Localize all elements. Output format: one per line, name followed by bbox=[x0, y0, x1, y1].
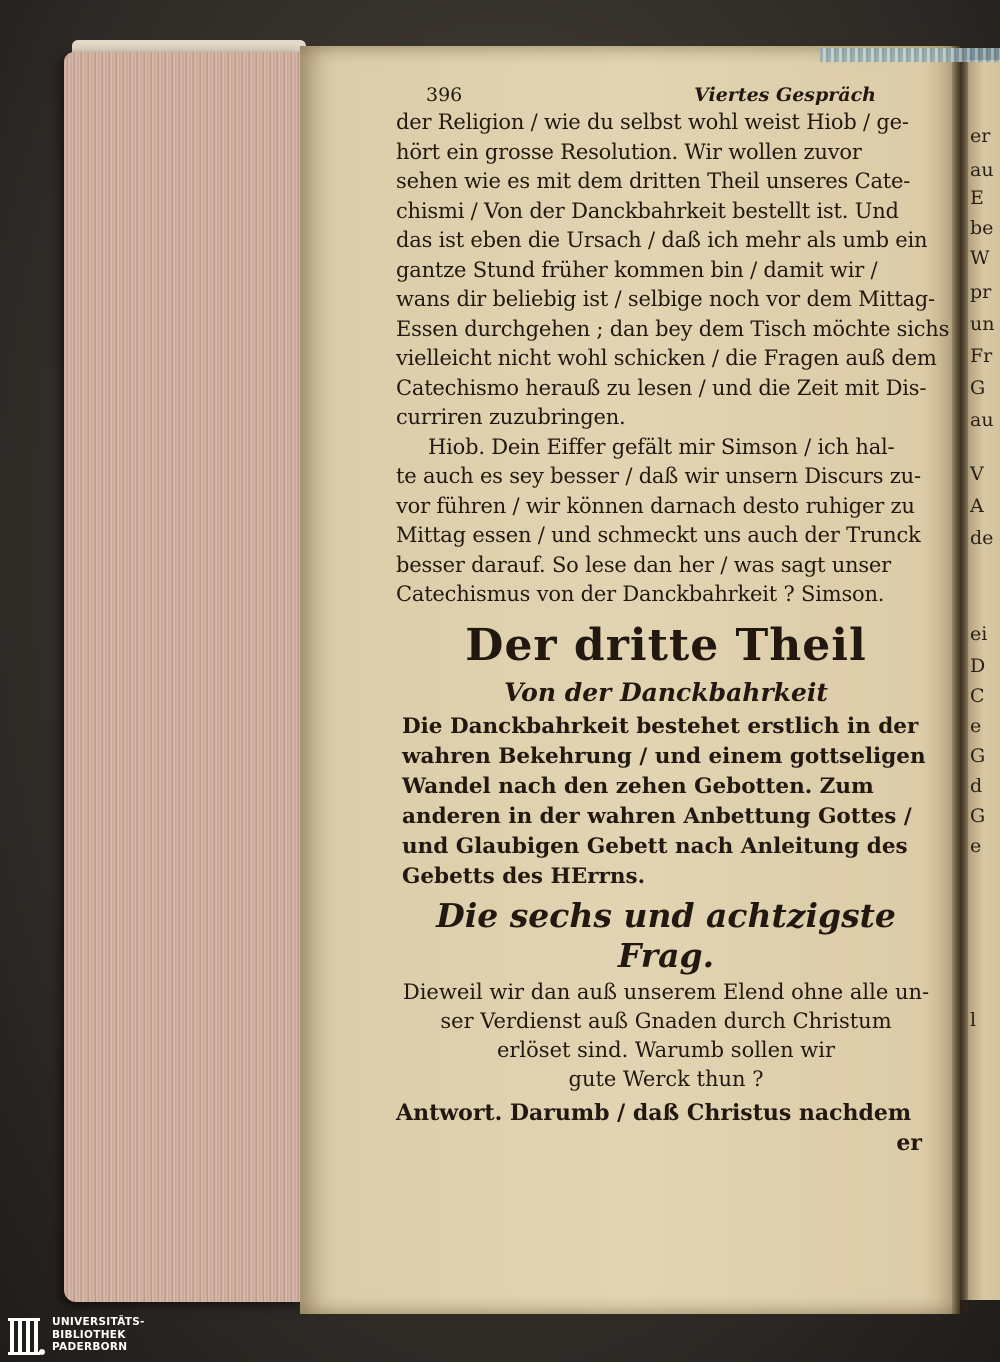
facing-fragment: l bbox=[970, 1009, 977, 1031]
facing-fragment: G bbox=[970, 745, 986, 767]
facing-fragment: ei bbox=[970, 623, 988, 645]
text-line: curriren zuzubringen. bbox=[396, 405, 626, 429]
running-title: Viertes Gespräch bbox=[694, 84, 876, 106]
section-title: Der dritte Theil bbox=[465, 619, 867, 671]
facing-fragment: er bbox=[970, 125, 991, 147]
catchword: er bbox=[896, 1129, 922, 1156]
facing-fragment: G bbox=[970, 805, 986, 827]
text-line: wahren Bekehrung / und einem gottseligen bbox=[402, 743, 926, 769]
facing-fragment: C bbox=[970, 685, 985, 707]
hiob-paragraph bbox=[396, 433, 936, 610]
text-line: und Glaubigen Gebett nach Anleitung des bbox=[402, 833, 908, 859]
facing-fragment: V bbox=[970, 463, 984, 485]
facing-fragment: un bbox=[970, 313, 995, 335]
facing-fragment: G bbox=[970, 377, 986, 399]
text-line: erlöset sind. Warumb sollen wir bbox=[496, 1037, 836, 1062]
facing-fragment: e bbox=[970, 835, 982, 857]
text-line: Gebetts des HErrns. bbox=[402, 863, 646, 889]
text-line: hört ein grosse Resolution. Wir wollen zuvor bbox=[396, 139, 862, 164]
facing-fragment: D bbox=[970, 655, 986, 677]
facing-fragment: au bbox=[970, 409, 994, 431]
text-line: te auch es sey besser / daß wir unsern Discurs zu- bbox=[396, 464, 921, 488]
facing-fragment: d bbox=[970, 775, 983, 797]
body-paragraph bbox=[396, 108, 950, 433]
text-line: anderen in der wahren Anbettung Gottes / bbox=[402, 803, 912, 829]
text-line: Die Danckbahrkeit bestehet erstlich in der bbox=[402, 713, 919, 739]
page-number: 396 bbox=[426, 84, 463, 106]
facing-fragment: be bbox=[970, 217, 994, 239]
facing-fragment: A bbox=[970, 495, 984, 517]
book-gutter bbox=[952, 46, 968, 1314]
text-line: wans dir beliebig ist / selbige noch vor dem Mittag- bbox=[396, 287, 935, 311]
text-line: Catechismo herauß zu lesen / und die Zeit mit Dis- bbox=[396, 375, 927, 400]
text-line: Dieweil wir dan auß unserem Elend ohne alle un- bbox=[402, 979, 930, 1004]
question-title: Die sechs und achtzigste Frag. bbox=[436, 895, 896, 975]
text-line: gantze Stund früher kommen bin / damit wir / bbox=[396, 257, 878, 282]
library-logo bbox=[4, 1310, 144, 1360]
text-line: sehen wie es mit dem dritten Theil unseres Cate- bbox=[396, 169, 911, 193]
facing-fragment: Fr bbox=[970, 345, 993, 367]
facing-fragment: au bbox=[970, 159, 994, 181]
question-text bbox=[396, 978, 936, 1094]
text-line: das ist eben die Ursach / daß ich mehr als umb ein bbox=[396, 228, 928, 252]
facing-fragment: e bbox=[970, 715, 982, 737]
text-line: Catechismus von der Danckbahrkeit ? Simson. bbox=[396, 582, 885, 606]
facing-fragment: pr bbox=[970, 281, 992, 303]
section-subtitle: Von der Danckbahrkeit bbox=[504, 677, 828, 707]
logo-line: UNIVERSITÄTS- bbox=[52, 1316, 145, 1328]
page-edge-ribbon bbox=[820, 48, 1000, 62]
facing-fragment: E bbox=[970, 187, 984, 209]
page-text bbox=[396, 84, 950, 1157]
logo-line: PADERBORN bbox=[52, 1341, 128, 1353]
answer-line: Antwort. Darumb / daß Christus nachdem bbox=[396, 1099, 912, 1126]
text-line: besser darauf. So lese dan her / was sagt unser bbox=[396, 552, 891, 577]
text-line: Hiob. Dein Eiffer gefält mir Simson / ich hal- bbox=[428, 434, 895, 459]
university-library-logo-icon bbox=[6, 1316, 46, 1358]
section-summary bbox=[396, 712, 936, 892]
logo-line: BIBLIOTHEK bbox=[52, 1328, 126, 1341]
text-line: ser Verdienst auß Gnaden durch Christum bbox=[440, 1008, 892, 1033]
text-line: Wandel nach den zehen Gebotten. Zum bbox=[402, 773, 874, 799]
facing-fragment: de bbox=[970, 527, 994, 549]
facing-fragment: W bbox=[970, 247, 990, 269]
text-line: Essen durchgehen ; dan bey dem Tisch möchte sichs bbox=[396, 316, 950, 341]
text-line: Mittag essen / und schmeckt uns auch der Trunck bbox=[396, 523, 921, 547]
text-line: vor führen / wir können darnach desto ruhiger zu bbox=[396, 493, 915, 518]
text-line: vielleicht nicht wohl schicken / die Fragen auß dem bbox=[396, 346, 937, 370]
page-stack-edge bbox=[64, 52, 304, 1302]
library-logo-text bbox=[52, 1316, 145, 1354]
text-line: gute Werck thun ? bbox=[568, 1066, 764, 1091]
text-line: chismi / Von der Danckbahrkeit bestellt ist. Und bbox=[396, 198, 899, 223]
text-line: der Religion / wie du selbst wohl weist Hiob / ge- bbox=[396, 110, 909, 134]
running-header bbox=[426, 84, 876, 106]
